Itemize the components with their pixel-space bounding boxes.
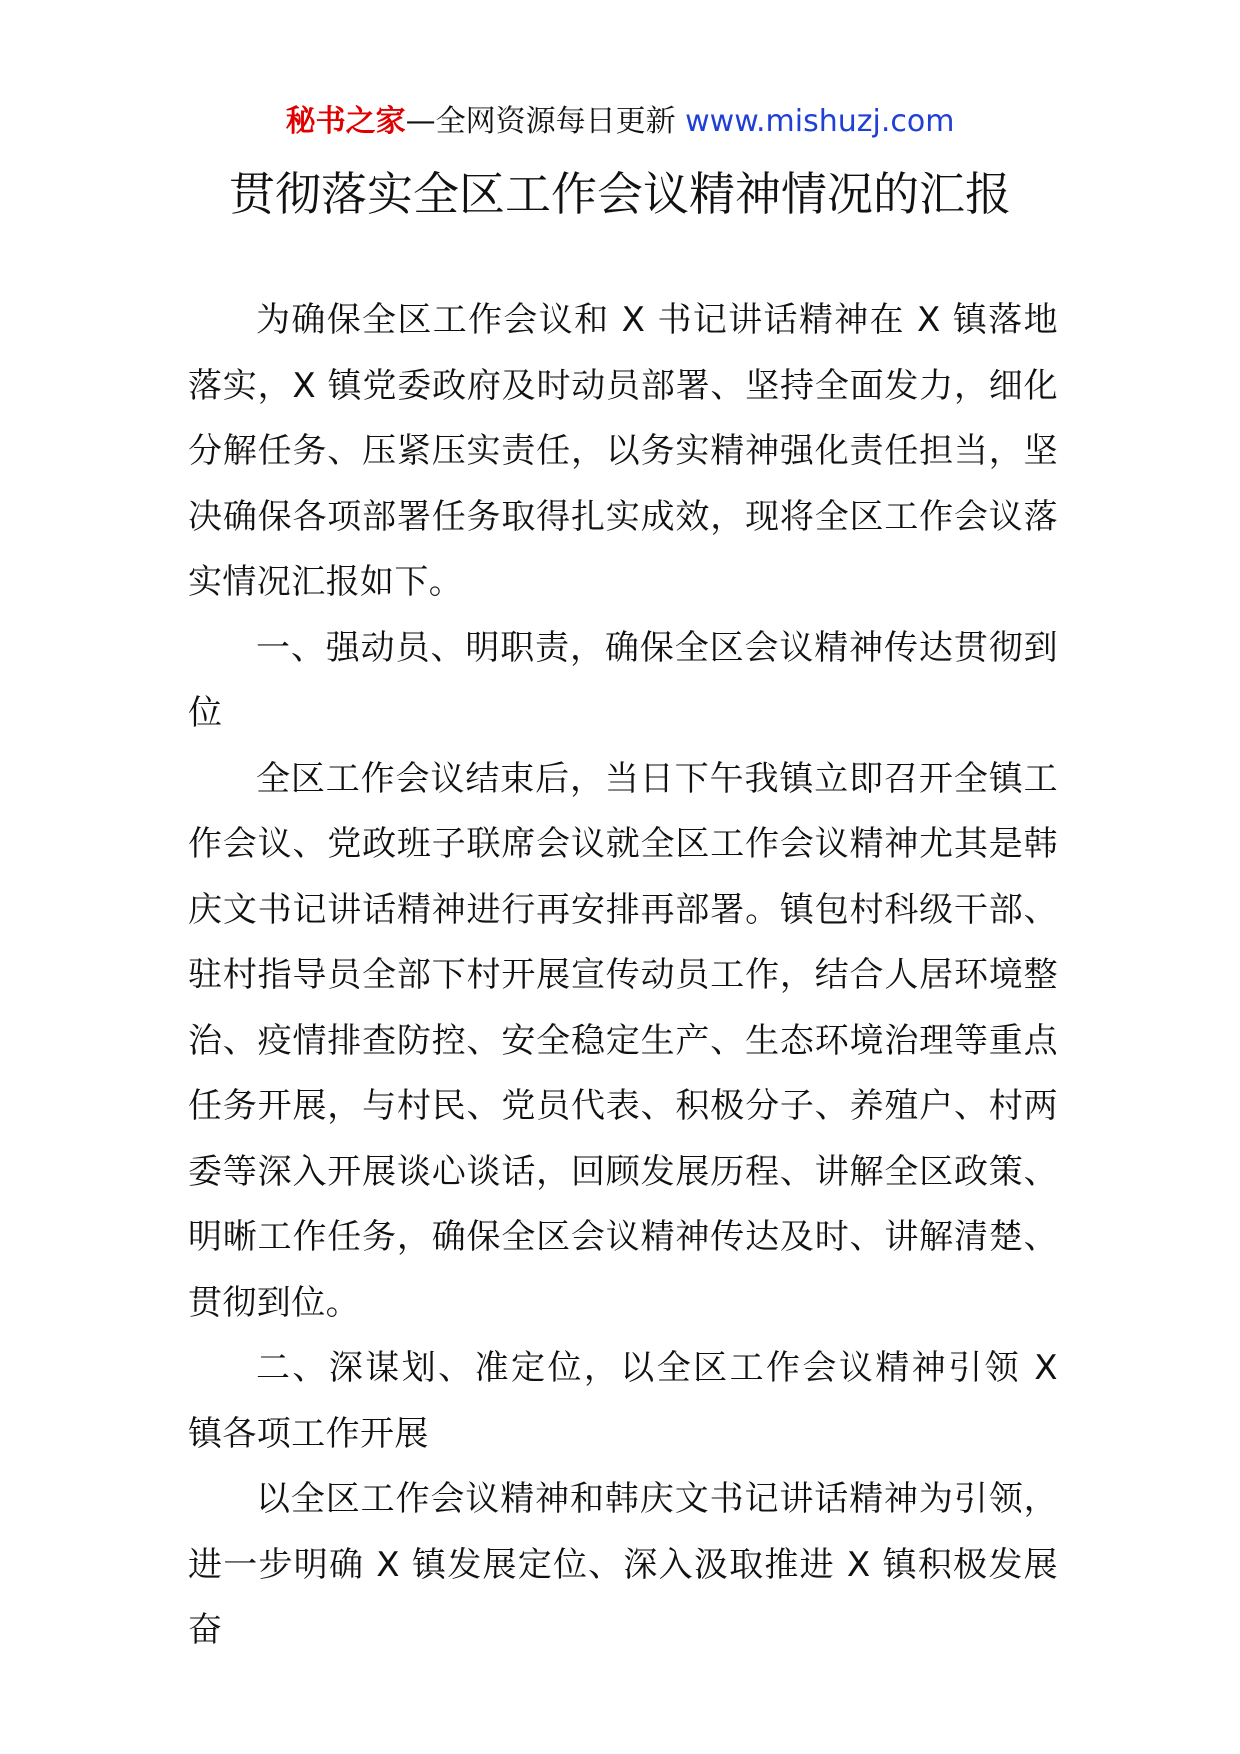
site-header [0, 102, 1240, 142]
site-url-link[interactable]: www.mishuzj.com [685, 104, 955, 139]
document-body [188, 288, 1058, 1664]
site-tagline: —全网资源每日更新 [405, 104, 676, 139]
section-2-paragraph: 以全区工作会议精神和韩庆文书记讲话精神为引领，进一步明确 X 镇发展定位、深入汲取推进 X 镇积极发展奋 [188, 1479, 1058, 1650]
section-heading-1: 一、强动员、明职责，确保全区会议精神传达贯彻到位 [188, 627, 1058, 733]
intro-paragraph: 为确保全区工作会议和 X 书记讲话精神在 X 镇落地落实，X 镇党委政府及时动员部署、坚持全面发力，细化分解任务、压紧压实责任，以务实精神强化责任担当，坚决确保各项部署任务取得扎实成效，现将全区工作会议落实情况汇报如下。 [188, 300, 1058, 602]
section-1-paragraph: 全区工作会议结束后，当日下午我镇立即召开全镇工作会议、党政班子联席会议就全区工作会议精神尤其是韩庆文书记讲话精神进行再安排再部署。镇包村科级干部、驻村指导员全部下村开展宣传动员工作，结合人居环境整治、疫情排查防控、安全稳定生产、生态环境治理等重点任务开展，与村民、党员代表、积极分子、养殖户、村两委等深入开展谈心谈话，回顾发展历程、讲解全区政策、明晰工作任务，确保全区会议精神传达及时、讲解清楚、贯彻到位。 [188, 758, 1058, 1323]
document-title: 贯彻落实全区工作会议精神情况的汇报 [229, 167, 1011, 221]
brand-name: 秘书之家 [285, 104, 406, 139]
section-heading-2: 二、深谋划、准定位，以全区工作会议精神引领 X 镇各项工作开展 [188, 1348, 1058, 1454]
